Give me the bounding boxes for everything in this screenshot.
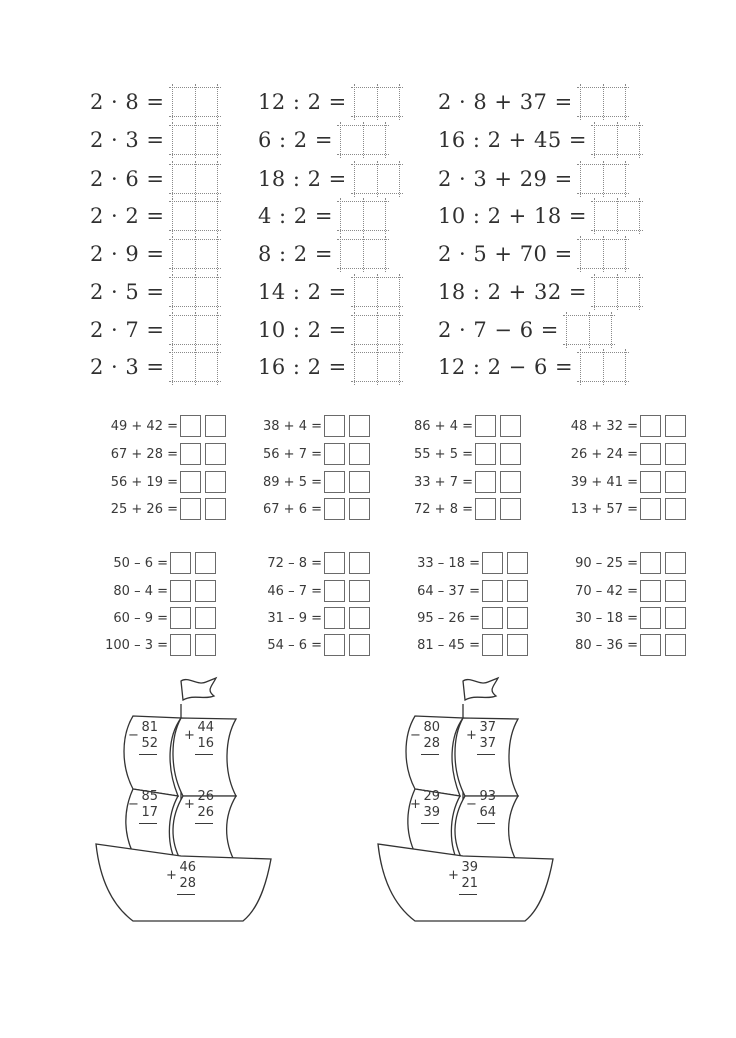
expression: 10 : 2 =: [258, 318, 347, 342]
answer-grid-box[interactable]: [354, 87, 400, 117]
expression: 81 – 45 =: [417, 637, 480, 653]
sail-problem: [184, 789, 214, 824]
problem-row: [520, 605, 690, 631]
answer-grid-box[interactable]: [340, 125, 386, 155]
expression: 30 – 18 =: [575, 610, 638, 626]
expression: 2 · 9 =: [90, 242, 165, 266]
problem-row: [60, 605, 220, 631]
answer-digit-box[interactable]: [324, 607, 345, 629]
addend-2: 26: [197, 805, 214, 820]
expression: 2 · 3 + 29 =: [438, 167, 573, 191]
answer-digit-box[interactable]: [665, 415, 686, 437]
answer-digit-box[interactable]: [475, 443, 496, 465]
problem-row: [360, 413, 525, 439]
problem-row: [210, 441, 374, 467]
problem-row: [360, 632, 532, 658]
problem-row: [90, 350, 218, 384]
expression: 56 + 19 =: [110, 474, 178, 490]
addend-2: 39: [423, 805, 440, 820]
answer-digit-box[interactable]: [170, 552, 191, 574]
answer-digit-box[interactable]: [180, 443, 201, 465]
addend-2: 16: [197, 736, 214, 751]
answer-grid-box[interactable]: [580, 164, 626, 194]
answer-digit-box[interactable]: [500, 443, 521, 465]
answer-digit-box[interactable]: [665, 471, 686, 493]
expression: 80 – 36 =: [575, 637, 638, 653]
problem-row: [90, 162, 218, 196]
answer-line: [477, 754, 495, 755]
answer-line: [195, 823, 213, 824]
answer-grid-box[interactable]: [580, 352, 626, 382]
answer-digit-box[interactable]: [665, 498, 686, 520]
answer-digit-box[interactable]: [665, 580, 686, 602]
expression: 16 : 2 + 45 =: [438, 128, 587, 152]
sail-problem: [410, 720, 440, 755]
operator-sign: +: [410, 797, 421, 812]
expression: 25 + 26 =: [110, 501, 178, 517]
expression: 56 + 7 =: [263, 446, 322, 462]
answer-grid-box[interactable]: [172, 239, 218, 269]
problem-row: [258, 313, 400, 347]
problem-row: [360, 441, 525, 467]
answer-grid-box[interactable]: [172, 277, 218, 307]
problem-row: [360, 550, 532, 576]
answer-digit-box[interactable]: [324, 634, 345, 656]
answer-digit-box[interactable]: [665, 634, 686, 656]
problem-row: [258, 275, 400, 309]
sail-problem: [128, 789, 158, 824]
answer-grid-box[interactable]: [594, 125, 640, 155]
answer-digit-box[interactable]: [500, 415, 521, 437]
problem-row: [90, 237, 218, 271]
problem-row: [360, 605, 532, 631]
problem-row: [360, 578, 532, 604]
expression: 33 + 7 =: [414, 474, 473, 490]
problem-row: [60, 550, 220, 576]
expression: 60 – 9 =: [113, 610, 168, 626]
answer-digit-box[interactable]: [180, 498, 201, 520]
sail-problem: [184, 720, 214, 755]
expression: 2 · 3 =: [90, 355, 165, 379]
expression: 38 + 4 =: [263, 418, 322, 434]
operator-sign: +: [184, 728, 195, 743]
operator-sign: +: [166, 868, 177, 883]
expression: 2 · 2 =: [90, 204, 165, 228]
expression: 48 + 32 =: [570, 418, 638, 434]
ship-2: [368, 676, 568, 926]
answer-digit-box[interactable]: [482, 607, 503, 629]
answer-line: [177, 894, 195, 895]
answer-digit-box[interactable]: [180, 471, 201, 493]
expression: 2 · 8 =: [90, 90, 165, 114]
operator-sign: +: [184, 797, 195, 812]
expression: 54 – 6 =: [267, 637, 322, 653]
answer-digit-box[interactable]: [640, 552, 661, 574]
problem-row: [258, 350, 400, 384]
answer-digit-box[interactable]: [170, 634, 191, 656]
answer-grid-box[interactable]: [340, 201, 386, 231]
expression: 2 · 7 =: [90, 318, 165, 342]
expression: 2 · 5 =: [90, 280, 165, 304]
answer-grid-box[interactable]: [172, 125, 218, 155]
subtrahend: 64: [479, 805, 496, 820]
problem-row: [438, 85, 626, 119]
operator-sign: −: [128, 728, 139, 743]
problem-row: [520, 578, 690, 604]
problem-row: [520, 632, 690, 658]
answer-digit-box[interactable]: [500, 471, 521, 493]
problem-row: [360, 469, 525, 495]
expression: 6 : 2 =: [258, 128, 333, 152]
expression: 64 – 37 =: [417, 583, 480, 599]
expression: 14 : 2 =: [258, 280, 347, 304]
addend-1: 29: [423, 789, 440, 804]
expression: 12 : 2 =: [258, 90, 347, 114]
expression: 2 · 6 =: [90, 167, 165, 191]
answer-digit-box[interactable]: [640, 580, 661, 602]
problem-row: [258, 85, 400, 119]
answer-grid-box[interactable]: [354, 277, 400, 307]
answer-digit-box[interactable]: [475, 498, 496, 520]
problem-row: [438, 313, 612, 347]
problem-row: [210, 605, 374, 631]
answer-grid-box[interactable]: [172, 315, 218, 345]
problem-row: [60, 578, 220, 604]
problem-row: [258, 237, 386, 271]
expression: 13 + 57 =: [570, 501, 638, 517]
expression: 67 + 6 =: [263, 501, 322, 517]
problem-row: [520, 496, 690, 522]
expression: 86 + 4 =: [414, 418, 473, 434]
minuend: 80: [423, 720, 440, 735]
problem-row: [60, 496, 230, 522]
answer-line: [477, 823, 495, 824]
answer-digit-box[interactable]: [180, 415, 201, 437]
problem-row: [90, 123, 218, 157]
answer-line: [195, 754, 213, 755]
answer-digit-box[interactable]: [324, 471, 345, 493]
answer-grid-box[interactable]: [580, 87, 626, 117]
answer-digit-box[interactable]: [475, 471, 496, 493]
answer-grid-box[interactable]: [172, 201, 218, 231]
problem-row: [60, 469, 230, 495]
expression: 72 – 8 =: [267, 555, 322, 571]
operator-sign: +: [448, 868, 459, 883]
subtrahend: 52: [141, 736, 158, 751]
addend-2: 21: [461, 876, 478, 891]
answer-grid-box[interactable]: [594, 277, 640, 307]
addend-2: 28: [179, 876, 196, 891]
answer-grid-box[interactable]: [566, 315, 612, 345]
expression: 55 + 5 =: [414, 446, 473, 462]
answer-grid-box[interactable]: [172, 352, 218, 382]
expression: 26 + 24 =: [570, 446, 638, 462]
operator-sign: −: [466, 797, 477, 812]
addend-1: 37: [479, 720, 496, 735]
answer-grid-box[interactable]: [580, 239, 626, 269]
addend-1: 26: [197, 789, 214, 804]
problem-row: [438, 162, 626, 196]
addend-1: 39: [461, 860, 478, 875]
expression: 46 – 7 =: [267, 583, 322, 599]
sail-problem: [466, 789, 496, 824]
operator-sign: −: [410, 728, 421, 743]
sail-problem: [128, 720, 158, 755]
minuend: 85: [141, 789, 158, 804]
expression: 72 + 8 =: [414, 501, 473, 517]
answer-digit-box[interactable]: [665, 607, 686, 629]
answer-digit-box[interactable]: [640, 607, 661, 629]
answer-digit-box[interactable]: [482, 634, 503, 656]
expression: 70 – 42 =: [575, 583, 638, 599]
expression: 16 : 2 =: [258, 355, 347, 379]
problem-row: [258, 162, 400, 196]
problem-row: [210, 413, 374, 439]
expression: 49 + 42 =: [110, 418, 178, 434]
answer-digit-box[interactable]: [640, 443, 661, 465]
expression: 4 : 2 =: [258, 204, 333, 228]
expression: 2 · 8 + 37 =: [438, 90, 573, 114]
expression: 8 : 2 =: [258, 242, 333, 266]
expression: 2 · 3 =: [90, 128, 165, 152]
operator-sign: +: [466, 728, 477, 743]
expression: 2 · 5 + 70 =: [438, 242, 573, 266]
expression: 100 – 3 =: [105, 637, 168, 653]
answer-digit-box[interactable]: [475, 415, 496, 437]
hull-problem: [166, 860, 196, 895]
problem-row: [360, 496, 525, 522]
expression: 67 + 28 =: [110, 446, 178, 462]
expression: 80 – 4 =: [113, 583, 168, 599]
problem-row: [210, 632, 374, 658]
answer-grid-box[interactable]: [354, 164, 400, 194]
answer-digit-box[interactable]: [500, 498, 521, 520]
expression: 10 : 2 + 18 =: [438, 204, 587, 228]
problem-row: [210, 496, 374, 522]
problem-row: [90, 199, 218, 233]
problem-row: [520, 550, 690, 576]
answer-digit-box[interactable]: [170, 607, 191, 629]
answer-grid-box[interactable]: [594, 201, 640, 231]
expression: 12 : 2 − 6 =: [438, 355, 574, 379]
problem-row: [60, 441, 230, 467]
problem-row: [60, 632, 220, 658]
ship-1: [88, 676, 288, 926]
answer-grid-box[interactable]: [172, 87, 218, 117]
answer-grid-box[interactable]: [172, 164, 218, 194]
expression: 39 + 41 =: [570, 474, 638, 490]
expression: 95 – 26 =: [417, 610, 480, 626]
problem-row: [210, 550, 374, 576]
answer-grid-box[interactable]: [354, 352, 400, 382]
problem-row: [90, 313, 218, 347]
problem-row: [520, 441, 690, 467]
answer-digit-box[interactable]: [324, 552, 345, 574]
subtrahend: 17: [141, 805, 158, 820]
addend-2: 37: [479, 736, 496, 751]
answer-digit-box[interactable]: [640, 415, 661, 437]
answer-digit-box[interactable]: [170, 580, 191, 602]
problem-row: [438, 199, 640, 233]
answer-line: [139, 754, 157, 755]
problem-row: [438, 123, 640, 157]
problem-row: [258, 199, 386, 233]
expression: 33 – 18 =: [417, 555, 480, 571]
problem-row: [90, 85, 218, 119]
expression: 50 – 6 =: [113, 555, 168, 571]
expression: 90 – 25 =: [575, 555, 638, 571]
answer-line: [421, 754, 439, 755]
answer-line: [139, 823, 157, 824]
sail-problem: [466, 720, 496, 755]
answer-line: [459, 894, 477, 895]
answer-digit-box[interactable]: [324, 443, 345, 465]
operator-sign: −: [128, 797, 139, 812]
answer-digit-box[interactable]: [665, 552, 686, 574]
expression: 18 : 2 =: [258, 167, 347, 191]
problem-row: [258, 123, 386, 157]
subtrahend: 28: [423, 736, 440, 751]
answer-digit-box[interactable]: [482, 580, 503, 602]
minuend: 81: [141, 720, 158, 735]
problem-row: [60, 413, 230, 439]
sail-problem: [410, 789, 440, 824]
answer-digit-box[interactable]: [482, 552, 503, 574]
minuend: 93: [479, 789, 496, 804]
answer-grid-box[interactable]: [340, 239, 386, 269]
expression: 2 · 7 − 6 =: [438, 318, 559, 342]
addend-1: 46: [179, 860, 196, 875]
addend-1: 44: [197, 720, 214, 735]
problem-row: [438, 275, 640, 309]
expression: 18 : 2 + 32 =: [438, 280, 587, 304]
problem-row: [520, 413, 690, 439]
expression: 89 + 5 =: [263, 474, 322, 490]
problem-row: [438, 350, 626, 384]
hull-problem: [448, 860, 478, 895]
answer-digit-box[interactable]: [324, 415, 345, 437]
answer-grid-box[interactable]: [354, 315, 400, 345]
problem-row: [438, 237, 626, 271]
answer-digit-box[interactable]: [640, 471, 661, 493]
answer-digit-box[interactable]: [324, 498, 345, 520]
problem-row: [210, 578, 374, 604]
answer-digit-box[interactable]: [665, 443, 686, 465]
problem-row: [210, 469, 374, 495]
answer-digit-box[interactable]: [640, 634, 661, 656]
answer-digit-box[interactable]: [640, 498, 661, 520]
answer-line: [421, 823, 439, 824]
problem-row: [520, 469, 690, 495]
answer-digit-box[interactable]: [324, 580, 345, 602]
problem-row: [90, 275, 218, 309]
expression: 31 – 9 =: [267, 610, 322, 626]
